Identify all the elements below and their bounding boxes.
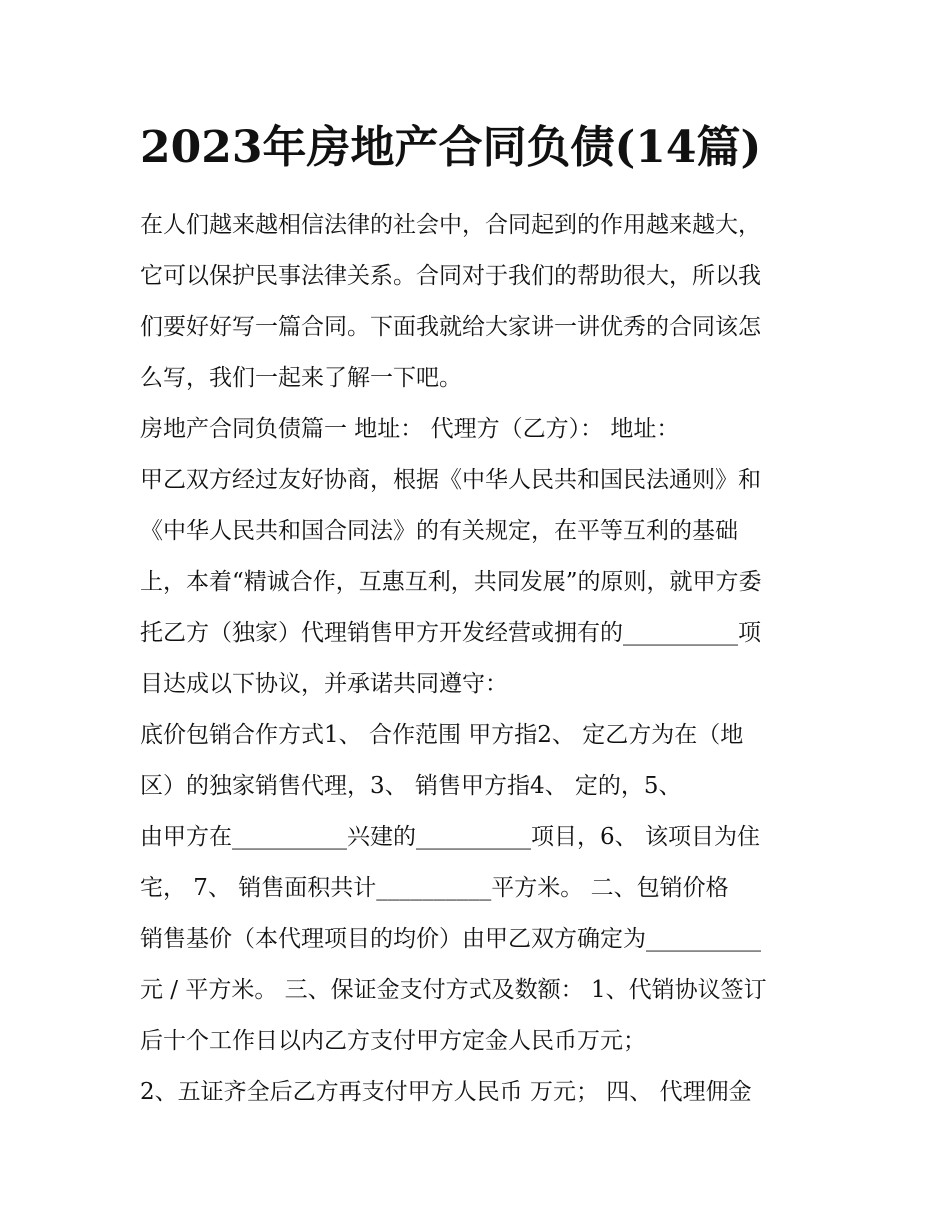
body-line-1: 在人们越来越相信法律的社会中，合同起到的作用越来越大， <box>140 212 761 238</box>
body-line-18: 2、五证齐全后乙方再支付甲方人民币 万元； 四、 代理佣金 <box>140 1079 752 1105</box>
body-line-17: 后十个工作日以内乙方支付甲方定金人民币万元； <box>140 1028 646 1054</box>
body-line-6: 甲乙双方经过友好协商，根据《中华人民共和国民法通则》和 <box>140 467 761 493</box>
body-line-11: 底价包销合作方式1、 合作范围 甲方指2、 定乙方为在（地 <box>140 722 744 748</box>
body-line-2: 它可以保护民事法律关系。合同对于我们的帮助很大，所以我 <box>140 263 761 289</box>
body-line-8: 上，本着“精诚合作，互惠互利，共同发展”的原则，就甲方委 <box>140 569 762 595</box>
body-line-13: 由甲方在__________兴建的__________项目，6、 该项目为住 <box>140 824 760 850</box>
body-line-14: 宅， 7、 销售面积共计__________平方米。 二、包销价格 <box>140 875 729 901</box>
body-line-9: 托乙方（独家）代理销售甲方开发经营或拥有的__________项 <box>140 620 761 646</box>
body-line-7: 《中华人民共和国合同法》的有关规定，在平等互利的基础 <box>140 518 738 544</box>
body-line-4: 么写，我们一起来了解一下吧。 <box>140 365 462 391</box>
document-body <box>140 200 820 1118</box>
body-line-12: 区）的独家销售代理，3、 销售甲方指4、 定的，5、 <box>140 773 682 799</box>
body-line-15: 销售基价（本代理项目的均价）由甲乙双方确定为__________ <box>140 926 761 952</box>
body-line-16: 元 / 平方米。 三、保证金支付方式及数额： 1、代销协议签订 <box>140 977 767 1003</box>
body-line-3: 们要好好写一篇合同。下面我就给大家讲一讲优秀的合同该怎 <box>140 314 761 340</box>
body-line-5: 房地产合同负债篇一 地址： 代理方（乙方）： 地址： <box>140 416 680 442</box>
body-line-10: 目达成以下协议，并承诺共同遵守： <box>140 671 508 697</box>
page-title: 2023年房地产合同负债(14篇) <box>140 122 762 173</box>
